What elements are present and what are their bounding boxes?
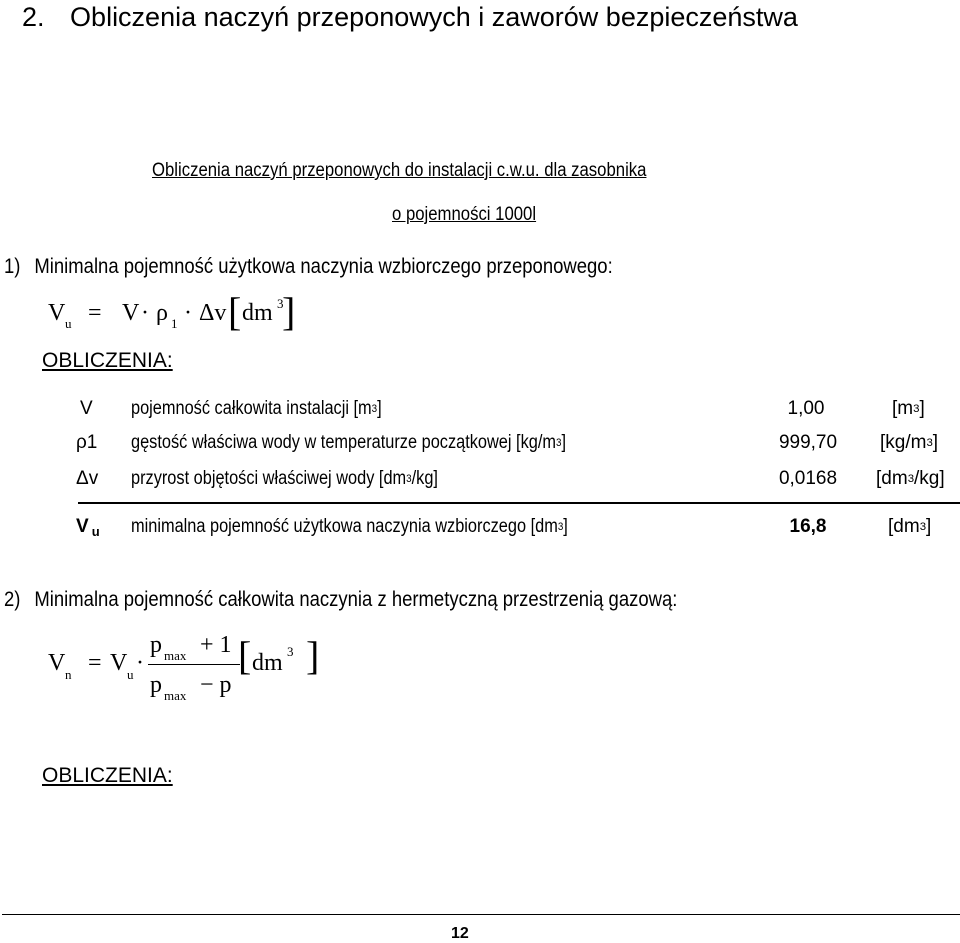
- f2-bracket-right: ]: [306, 633, 320, 678]
- f1-bracket-right: ]: [282, 289, 296, 334]
- point2-number: 2): [4, 588, 21, 611]
- subtitle-line1: Obliczenia naczyń przeponowych do instalacji c.w.u. dla zasobnika: [152, 160, 647, 181]
- f2-num-sub: max: [164, 648, 187, 663]
- f2-den-p: p: [150, 672, 162, 698]
- f2-lhs: V: [48, 650, 66, 676]
- table-description: gęstość właściwa wody w temperaturze początkowej [kg/m 3 ]: [131, 431, 567, 453]
- f2-lhs-sub: n: [65, 667, 72, 682]
- formula-1: [48, 289, 308, 338]
- f2-bracket-left: [: [238, 633, 252, 678]
- point2-heading: [4, 588, 677, 612]
- formula-2: [48, 630, 348, 710]
- f1-unit-exp: 3: [277, 296, 284, 311]
- table-symbol: Δv: [76, 467, 99, 489]
- f1-dv: Δv: [199, 300, 227, 326]
- f2-num-p: p: [150, 632, 162, 658]
- f1-rho-sub: 1: [171, 316, 178, 331]
- f2-vu: V: [110, 650, 128, 676]
- calc-label-2: OBLICZENIA:: [42, 764, 173, 787]
- f1-bracket-left: [: [228, 289, 242, 334]
- f2-unit: dm: [252, 650, 283, 676]
- f2-den-sub: max: [164, 688, 187, 703]
- table-row: [0, 392, 960, 425]
- f1-v: V: [122, 300, 140, 326]
- table-description: minimalna pojemność użytkowa naczynia wzbiorczego [dm 3 ]: [131, 515, 568, 537]
- point1-number: 1): [4, 255, 21, 278]
- point2-title: Minimalna pojemność całkowita naczynia z hermetyczną przestrzenią gazową:: [34, 588, 678, 611]
- table-value: 1,00: [787, 397, 825, 419]
- point1-heading: [4, 255, 613, 279]
- f2-fraction-bar: [148, 664, 240, 665]
- f1-rho: ρ: [156, 300, 168, 326]
- section-number: 2.: [22, 2, 45, 32]
- f2-unit-exp: 3: [287, 644, 294, 659]
- table-row: [0, 510, 960, 543]
- table-unit: [m 3 ]: [892, 397, 925, 419]
- f2-dot: ·: [136, 650, 144, 676]
- table-unit: [dm 3 ]: [888, 515, 932, 537]
- f2-den-minus: − p: [200, 672, 232, 698]
- table-unit: [kg/m 3 ]: [880, 431, 939, 453]
- table-description: pojemność całkowita instalacji [m 3 ]: [131, 397, 382, 419]
- table-symbol: V u: [76, 515, 100, 539]
- subtitle-line2: o pojemności 1000l: [392, 204, 537, 225]
- table-value: 0,0168: [778, 467, 838, 489]
- table-description: przyrost objętości właściwej wody [dm 3 /kg]: [131, 467, 438, 489]
- parameters-table: [0, 392, 960, 552]
- f1-lhs: V: [48, 300, 66, 326]
- f1-eq: =: [88, 300, 102, 326]
- table-value: 16,8: [789, 515, 827, 537]
- table-unit: [dm 3 /kg]: [876, 467, 945, 489]
- point1-title: Minimalna pojemność użytkowa naczynia wzbiorczego przeponowego:: [34, 255, 613, 278]
- f1-dot1: ·: [141, 300, 149, 326]
- f1-unit: dm: [242, 300, 273, 326]
- f1-lhs-sub: u: [65, 316, 72, 331]
- f1-dot2: ·: [184, 300, 192, 326]
- table-row: [0, 426, 960, 459]
- section-heading: [22, 2, 798, 33]
- table-separator: [78, 502, 960, 504]
- table-symbol: V: [80, 397, 93, 419]
- section-title: Obliczenia naczyń przeponowych i zaworów bezpieczeństwa: [70, 2, 798, 32]
- table-value: 999,70: [778, 431, 838, 453]
- footer-line: [2, 914, 960, 915]
- table-symbol: ρ1: [76, 431, 98, 453]
- f2-vu-sub: u: [127, 667, 134, 682]
- calc-label-1: OBLICZENIA:: [42, 349, 173, 372]
- page-number: 12: [451, 925, 469, 942]
- table-row: [0, 462, 960, 495]
- f2-num-plus: + 1: [200, 632, 232, 658]
- f2-eq: =: [88, 650, 102, 676]
